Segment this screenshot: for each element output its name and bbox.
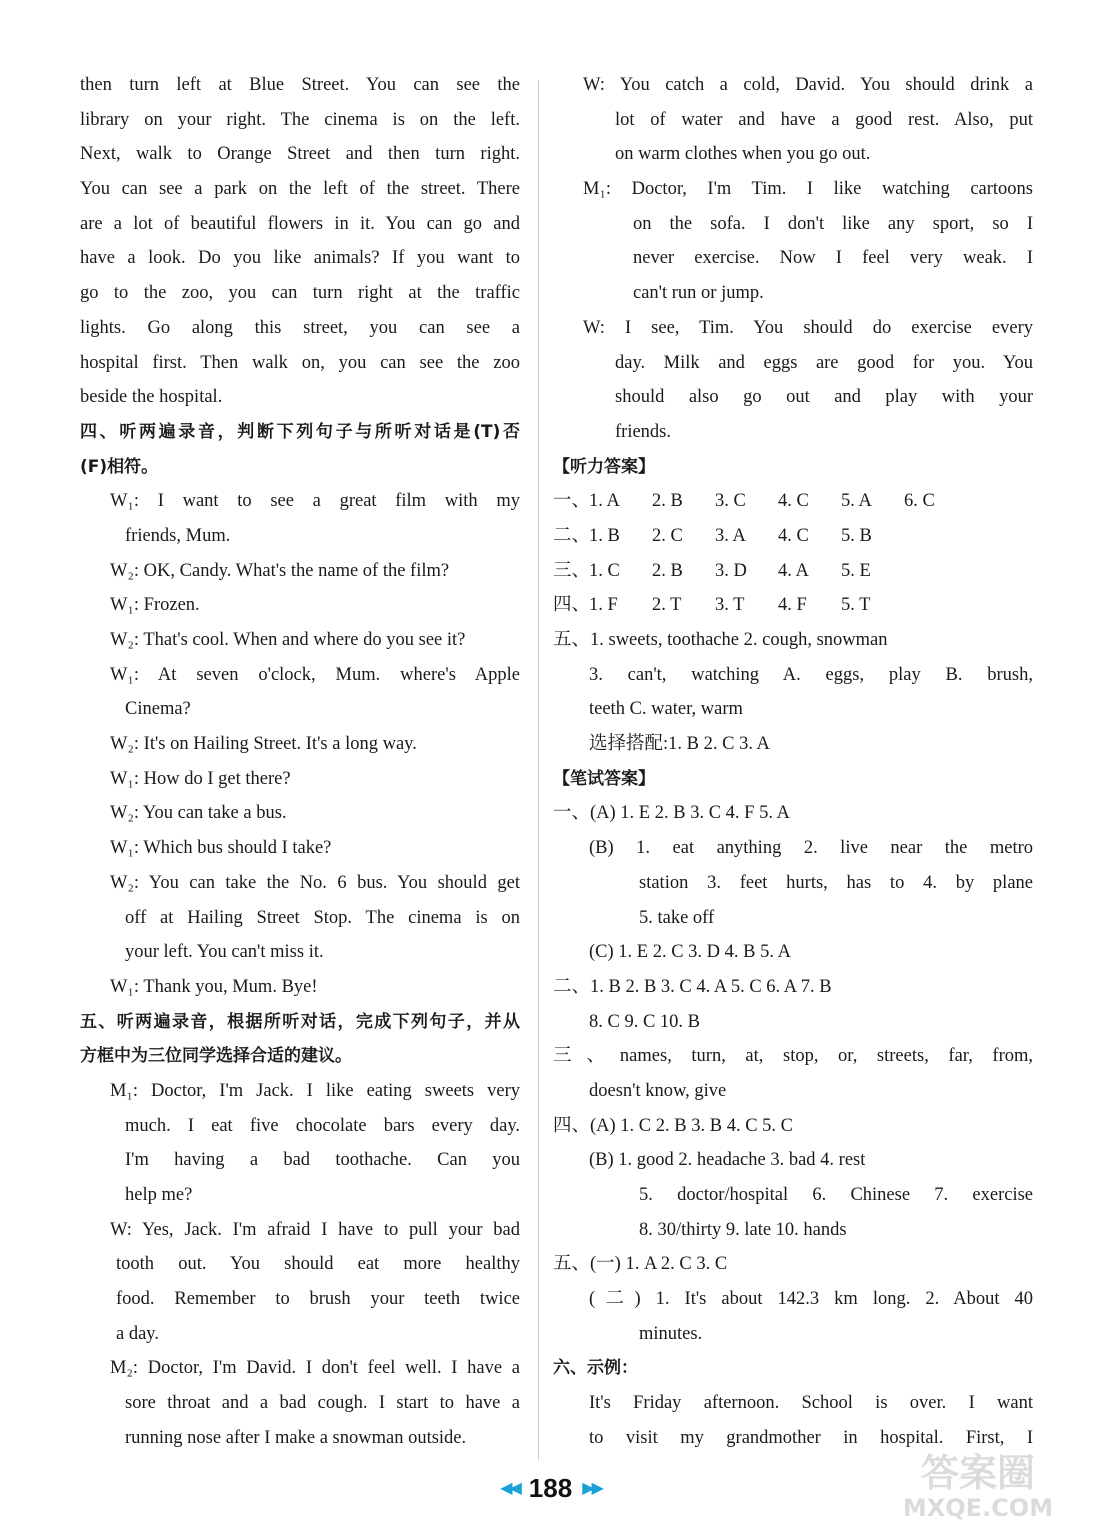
answer-item: 4. C [778, 525, 809, 546]
answer-line: (二) 1. It's about 142.3 km long. 2. About 40 [589, 1289, 1033, 1310]
text-line: M₁: Doctor, I'm Tim. I like watching cartoons [583, 179, 1033, 200]
answer-line: (C) 1. E 2. C 3. D 4. B 5. A [589, 942, 791, 963]
answer-row-number: 四、 [553, 595, 591, 616]
answer-line: teeth C. water, warm [589, 699, 743, 720]
answer-item: 2. B [652, 491, 683, 512]
answer-line: 5. doctor/hospital 6. Chinese 7. exercise [639, 1185, 1033, 1205]
answer-item: 3. D [715, 560, 747, 581]
text-line: Next, walk to Orange Street and then turn right. [80, 144, 520, 165]
answer-line: 三、names, turn, at, stop, or, streets, far, from, [553, 1046, 1033, 1067]
text-line: are a lot of beautiful flowers in it. You can go and [80, 213, 520, 234]
text-line: W₁: I want to see a great film with my [110, 491, 520, 512]
answer-line: doesn't know, give [589, 1080, 727, 1101]
text-line: go to the zoo, you can turn right at the traffic [80, 283, 520, 304]
text-line: W: Yes, Jack. I'm afraid I have to pull your bad [110, 1219, 520, 1240]
text-line: help me? [125, 1185, 193, 1205]
text-line: off at Hailing Street Stop. The cinema is on [125, 907, 520, 928]
text-line: 五、听两遍录音，根据所听对话，完成下列句子，并从 [80, 1011, 520, 1032]
answer-line: 二、1. B 2. B 3. C 4. A 5. C 6. A 7. B [553, 976, 832, 997]
text-line: W: I see, Tim. You should do exercise every [583, 317, 1033, 338]
text-line: 四、听两遍录音，判断下列句子与所听对话是(T)否 [80, 421, 520, 442]
text-line: day. Milk and eggs are good for you. You [615, 352, 1033, 373]
answer-item: 5. T [841, 595, 871, 616]
text-line: have a look. Do you like animals? If you want to [80, 248, 520, 269]
answer-line: (B) 1. good 2. headache 3. bad 4. rest [589, 1150, 866, 1171]
answer-row [553, 484, 1033, 519]
answer-item: 6. C [904, 491, 935, 512]
answer-item: 3. T [715, 595, 745, 616]
answer-item: 1. F [589, 595, 618, 616]
answer-item: 4. C [778, 491, 809, 512]
text-line: tooth out. You should eat more healthy [116, 1254, 520, 1275]
answer-line: station 3. feet hurts, has to 4. by plane [639, 872, 1033, 893]
column-divider [538, 80, 539, 1460]
answer-row-number: 三、 [553, 560, 591, 581]
listening-answers [553, 484, 1033, 623]
text-line: beside the hospital. [80, 387, 223, 408]
text-line: then turn left at Blue Street. You can see the [80, 75, 520, 95]
answer-row [553, 588, 1033, 623]
text-line: W₂: It's on Hailing Street. It's a long way. [110, 734, 417, 755]
answer-item: 1. B [589, 525, 620, 546]
answer-item: 3. A [715, 525, 746, 546]
watermark-text-cn: 答案圈 [920, 1451, 1036, 1495]
answer-item: 2. C [652, 525, 683, 546]
answer-item: 2. T [652, 595, 682, 616]
dialogue-continued [553, 68, 1033, 450]
text-line: friends. [615, 421, 671, 442]
answer-line: It's Friday afternoon. School is over. I want [589, 1393, 1033, 1414]
text-line: on warm clothes when you go out. [615, 144, 871, 165]
text-line: hospital first. Then walk on, you can see the zoo [80, 352, 520, 373]
text-line: W₂: OK, Candy. What's the name of the film? [110, 560, 450, 581]
answer-row-number: 一、 [553, 491, 591, 512]
text-line: can't run or jump. [633, 283, 764, 304]
text-line: Cinema? [125, 699, 191, 720]
answer-item: 2. B [652, 560, 683, 581]
answer-item: 5. A [841, 491, 872, 512]
answer-row [553, 519, 1033, 554]
text-line: food. Remember to brush your teeth twice [116, 1289, 520, 1310]
answer-line: 3. can't, watching A. eggs, play B. brush, [589, 664, 1033, 685]
text-line: sore throat and a bad cough. I start to have a [125, 1393, 520, 1414]
text-line: your left. You can't miss it. [125, 942, 324, 963]
answer-item: 4. A [778, 560, 809, 581]
left-column [80, 68, 520, 1456]
written-answers-header: 【笔试答案】 [553, 768, 655, 789]
answer-row [553, 554, 1033, 589]
answer-line: 8. 30/thirty 9. late 10. hands [639, 1219, 847, 1240]
answer-line: 5. take off [639, 907, 715, 928]
watermark-logo [873, 1444, 1083, 1524]
text-line: on the sofa. I don't like any sport, so I [633, 213, 1033, 234]
text-line: W₁: How do I get there? [110, 768, 291, 789]
text-line: lot of water and have a good rest. Also, put [615, 109, 1033, 130]
text-line: M₂: Doctor, I'm David. I don't feel well. I have a [110, 1358, 520, 1379]
text-line: W₂: That's cool. When and where do you see it? [110, 630, 466, 650]
answer-line: 一、(A) 1. E 2. B 3. C 4. F 5. A [553, 803, 790, 824]
text-line: 方框中为三位同学选择合适的建议。 [80, 1046, 352, 1067]
next-arrows-icon: ▶▶ [582, 1480, 601, 1497]
listening-answers-part5 [553, 623, 1033, 762]
answer-item: 1. C [589, 560, 620, 581]
answer-item: 5. B [841, 525, 872, 546]
answer-line: 选择搭配:1. B 2. C 3. A [589, 734, 770, 755]
text-line: W₂: You can take the No. 6 bus. You should get [110, 872, 520, 893]
answer-line: (B) 1. eat anything 2. live near the metro [589, 838, 1033, 859]
answer-line: 六、示例： [553, 1358, 638, 1379]
right-column [553, 68, 1033, 1456]
answer-item: 4. F [778, 595, 807, 616]
text-line: friends, Mum. [125, 525, 231, 546]
text-line: W₂: You can take a bus. [110, 803, 287, 824]
text-line: I'm having a bad toothache. Can you [125, 1150, 520, 1171]
text-line: much. I eat five chocolate bars every day. [125, 1115, 520, 1136]
text-line: You can see a park on the left of the street. There [80, 179, 520, 200]
answer-row-number: 二、 [553, 525, 591, 546]
answer-item: 3. C [715, 491, 746, 512]
prev-arrows-icon: ◀◀ [500, 1480, 519, 1497]
answer-line: 8. C 9. C 10. B [589, 1011, 701, 1032]
watermark-text-url: MXQE.COM [902, 1494, 1054, 1522]
written-answers [553, 796, 1033, 1455]
text-line: M₁: Doctor, I'm Jack. I like eating sweets very [110, 1080, 520, 1101]
text-line: W₁: Frozen. [110, 595, 200, 616]
answer-line: minutes. [639, 1323, 703, 1344]
text-line: a day. [116, 1323, 159, 1344]
text-line: should also go out and play with your [615, 387, 1033, 408]
answer-line: 四、(A) 1. C 2. B 3. B 4. C 5. C [553, 1115, 794, 1136]
page-number: 188 [528, 1472, 573, 1503]
text-line: W₁: Thank you, Mum. Bye! [110, 976, 318, 997]
listening-answers-header: 【听力答案】 [553, 456, 655, 477]
text-line: W₁: At seven o'clock, Mum. where's Apple [110, 664, 520, 685]
answer-line: to visit my grandmother in hospital. First, I [589, 1427, 1033, 1448]
text-line: lights. Go along this street, you can see a [80, 317, 520, 338]
answer-item: 1. A [589, 491, 620, 512]
answer-line: 五、1. sweets, toothache 2. cough, snowman [553, 630, 888, 650]
text-line: W: You catch a cold, David. You should drink a [583, 75, 1033, 95]
text-line: running nose after I make a snowman outside. [125, 1427, 467, 1448]
text-line: (F)相符。 [80, 456, 159, 477]
answer-line: 五、(一) 1. A 2. C 3. C [553, 1254, 728, 1275]
text-line: W₁: Which bus should I take? [110, 838, 332, 859]
answer-item: 5. E [841, 560, 871, 581]
text-line: never exercise. Now I feel very weak. I [633, 248, 1033, 269]
text-line: library on your right. The cinema is on the left. [80, 109, 520, 130]
